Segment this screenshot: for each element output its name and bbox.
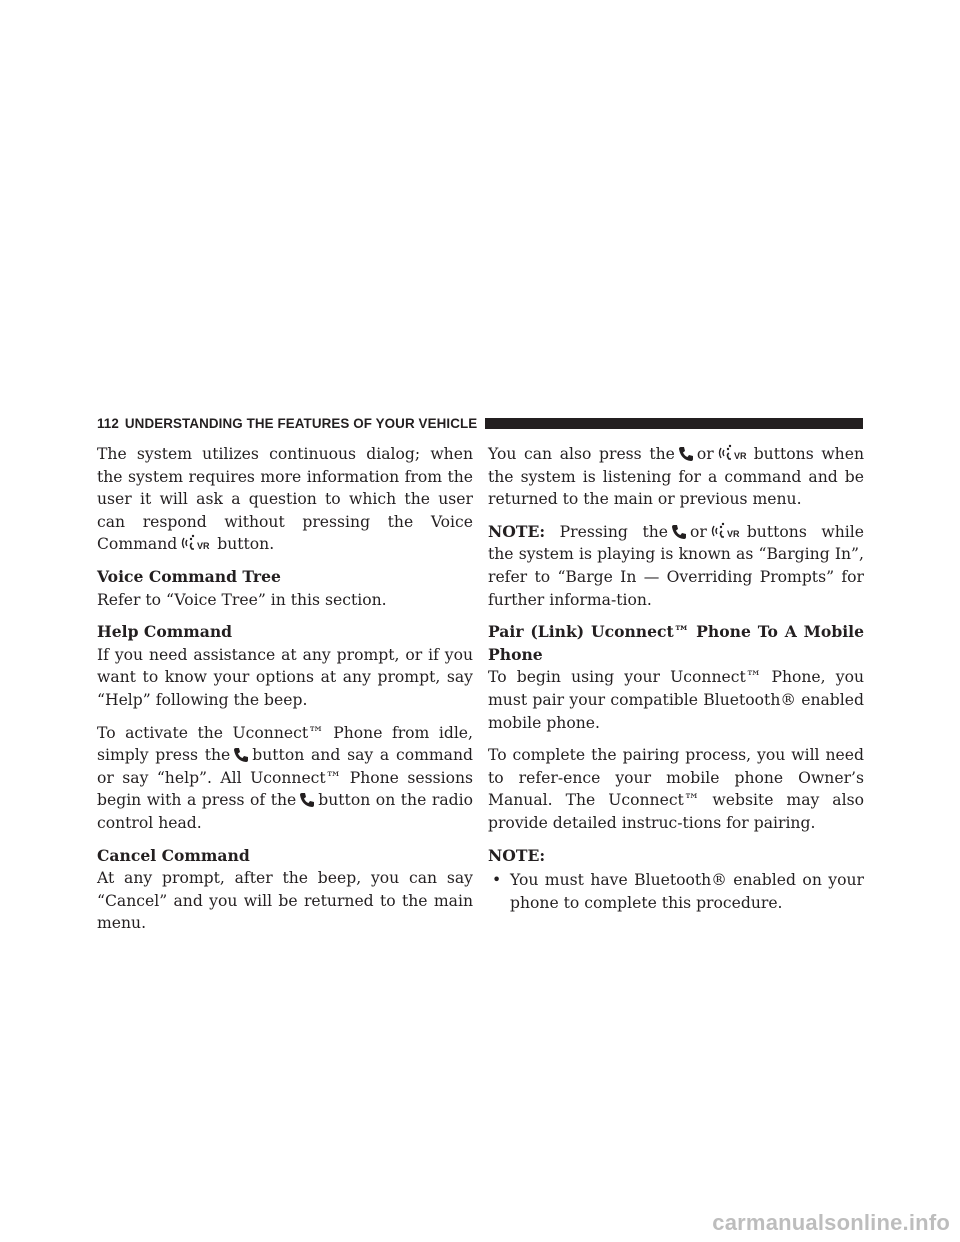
watermark: carmanualsonline.info	[712, 1210, 950, 1235]
note2-label: NOTE:	[488, 845, 546, 865]
voice-tree-heading: Voice Command Tree	[97, 566, 281, 586]
cancel-heading: Cancel Command	[97, 845, 250, 865]
note2-section	[488, 845, 864, 868]
cancel-section	[97, 845, 473, 935]
note-barging-paragraph: NOTE: Pressing the or VR buttons while the system is playing is known as “Barging In”, refer to “Barge In — Overriding Prompts” for further informa-tion.	[488, 521, 864, 609]
voice-recognition-icon	[717, 444, 751, 462]
pair-section	[488, 621, 864, 734]
phone-handset-icon	[678, 446, 694, 462]
svg-text:VR: VR	[726, 528, 740, 539]
help-heading: Help Command	[97, 622, 233, 642]
voice-recognition-icon	[710, 522, 744, 540]
phone-handset-icon	[299, 792, 315, 808]
phone-handset-icon	[233, 747, 249, 763]
section-title: UNDERSTANDING THE FEATURES OF YOUR VEHICLE	[124, 415, 478, 431]
bullet-text: You must have Bluetooth® enabled on your phone to complete this procedure.	[510, 871, 864, 912]
header-rule	[485, 418, 863, 429]
pair-text: To begin using your Uconnect™ Phone, you must pair your compatible Bluetooth® enabled mobile phone.	[488, 668, 864, 732]
svg-text:VR: VR	[197, 541, 210, 552]
activate-paragraph: To activate the Uconnect™ Phone from idle, simply press the button and say a command or say “help”. All Uconnect™ Phone sessions begin with a press of the button on the radio control head.	[97, 723, 473, 832]
svg-text:VR: VR	[733, 451, 747, 461]
cancel-text: At any prompt, after the beep, you can say “Cancel” and you will be returned to the main menu.	[97, 869, 473, 933]
page-header	[97, 413, 863, 433]
page-number: 112	[97, 415, 119, 431]
phone-handset-icon	[671, 524, 687, 540]
voice-tree-text: Refer to “Voice Tree” in this section.	[97, 590, 387, 609]
voice-tree-section	[97, 566, 473, 611]
continuous-dialog-paragraph: The system utilizes continuous dialog; when the system requires more information from the user it will ask a question to which the user can respond without pressing the Voice Command VR button.	[97, 445, 473, 554]
left-column	[97, 443, 473, 945]
voice-recognition-icon	[180, 534, 214, 552]
press-buttons-paragraph: You can also press the or VR buttons when the system is listening for a command and be returned to the main or previous menu.	[488, 445, 864, 509]
note-label: NOTE:	[488, 521, 546, 541]
help-section	[97, 621, 473, 711]
pair-heading: Pair (Link) Uconnect™ Phone To A Mobile Phone	[488, 622, 864, 664]
bullet-symbol: •	[492, 871, 502, 890]
complete-pairing-paragraph: To complete the pairing process, you will need to refer-ence your mobile phone Owner’s Manual. The Uconnect™ website may also provide detailed instruc-tions for pairing.	[488, 746, 864, 832]
right-column	[488, 443, 864, 914]
bullet-item	[488, 869, 864, 914]
help-text: If you need assistance at any prompt, or if you want to know your options at any prompt, say “Help” following the beep.	[97, 645, 473, 709]
